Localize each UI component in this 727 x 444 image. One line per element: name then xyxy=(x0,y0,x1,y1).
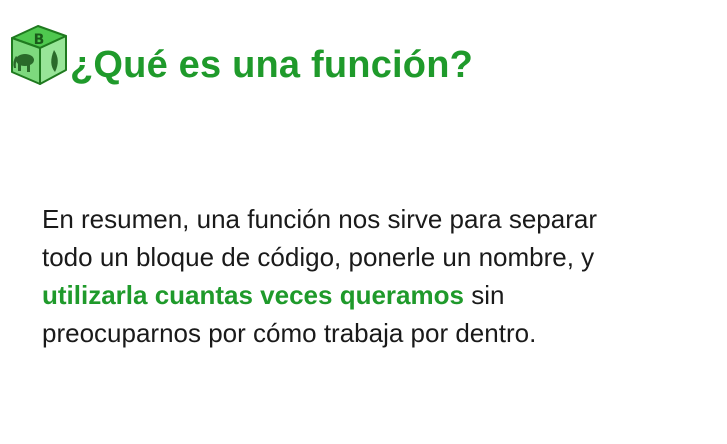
logo-letter: B xyxy=(33,32,45,48)
paragraph-line-1: En resumen, una función nos sirve para separar xyxy=(42,204,597,234)
paragraph-line-3-rest: sin xyxy=(463,280,505,310)
letter-block-cube-icon xyxy=(8,22,72,88)
paragraph-line-2: todo un bloque de código, ponerle un nombre, y xyxy=(42,242,595,272)
summary-paragraph xyxy=(42,200,702,352)
page-title: ¿Qué es una función? xyxy=(70,44,474,86)
paragraph-line-3 xyxy=(42,276,702,314)
highlighted-phrase: utilizarla cuantas veces queramos xyxy=(42,280,464,310)
paragraph-line-4: preocuparnos por cómo trabaja por dentro. xyxy=(42,318,537,348)
